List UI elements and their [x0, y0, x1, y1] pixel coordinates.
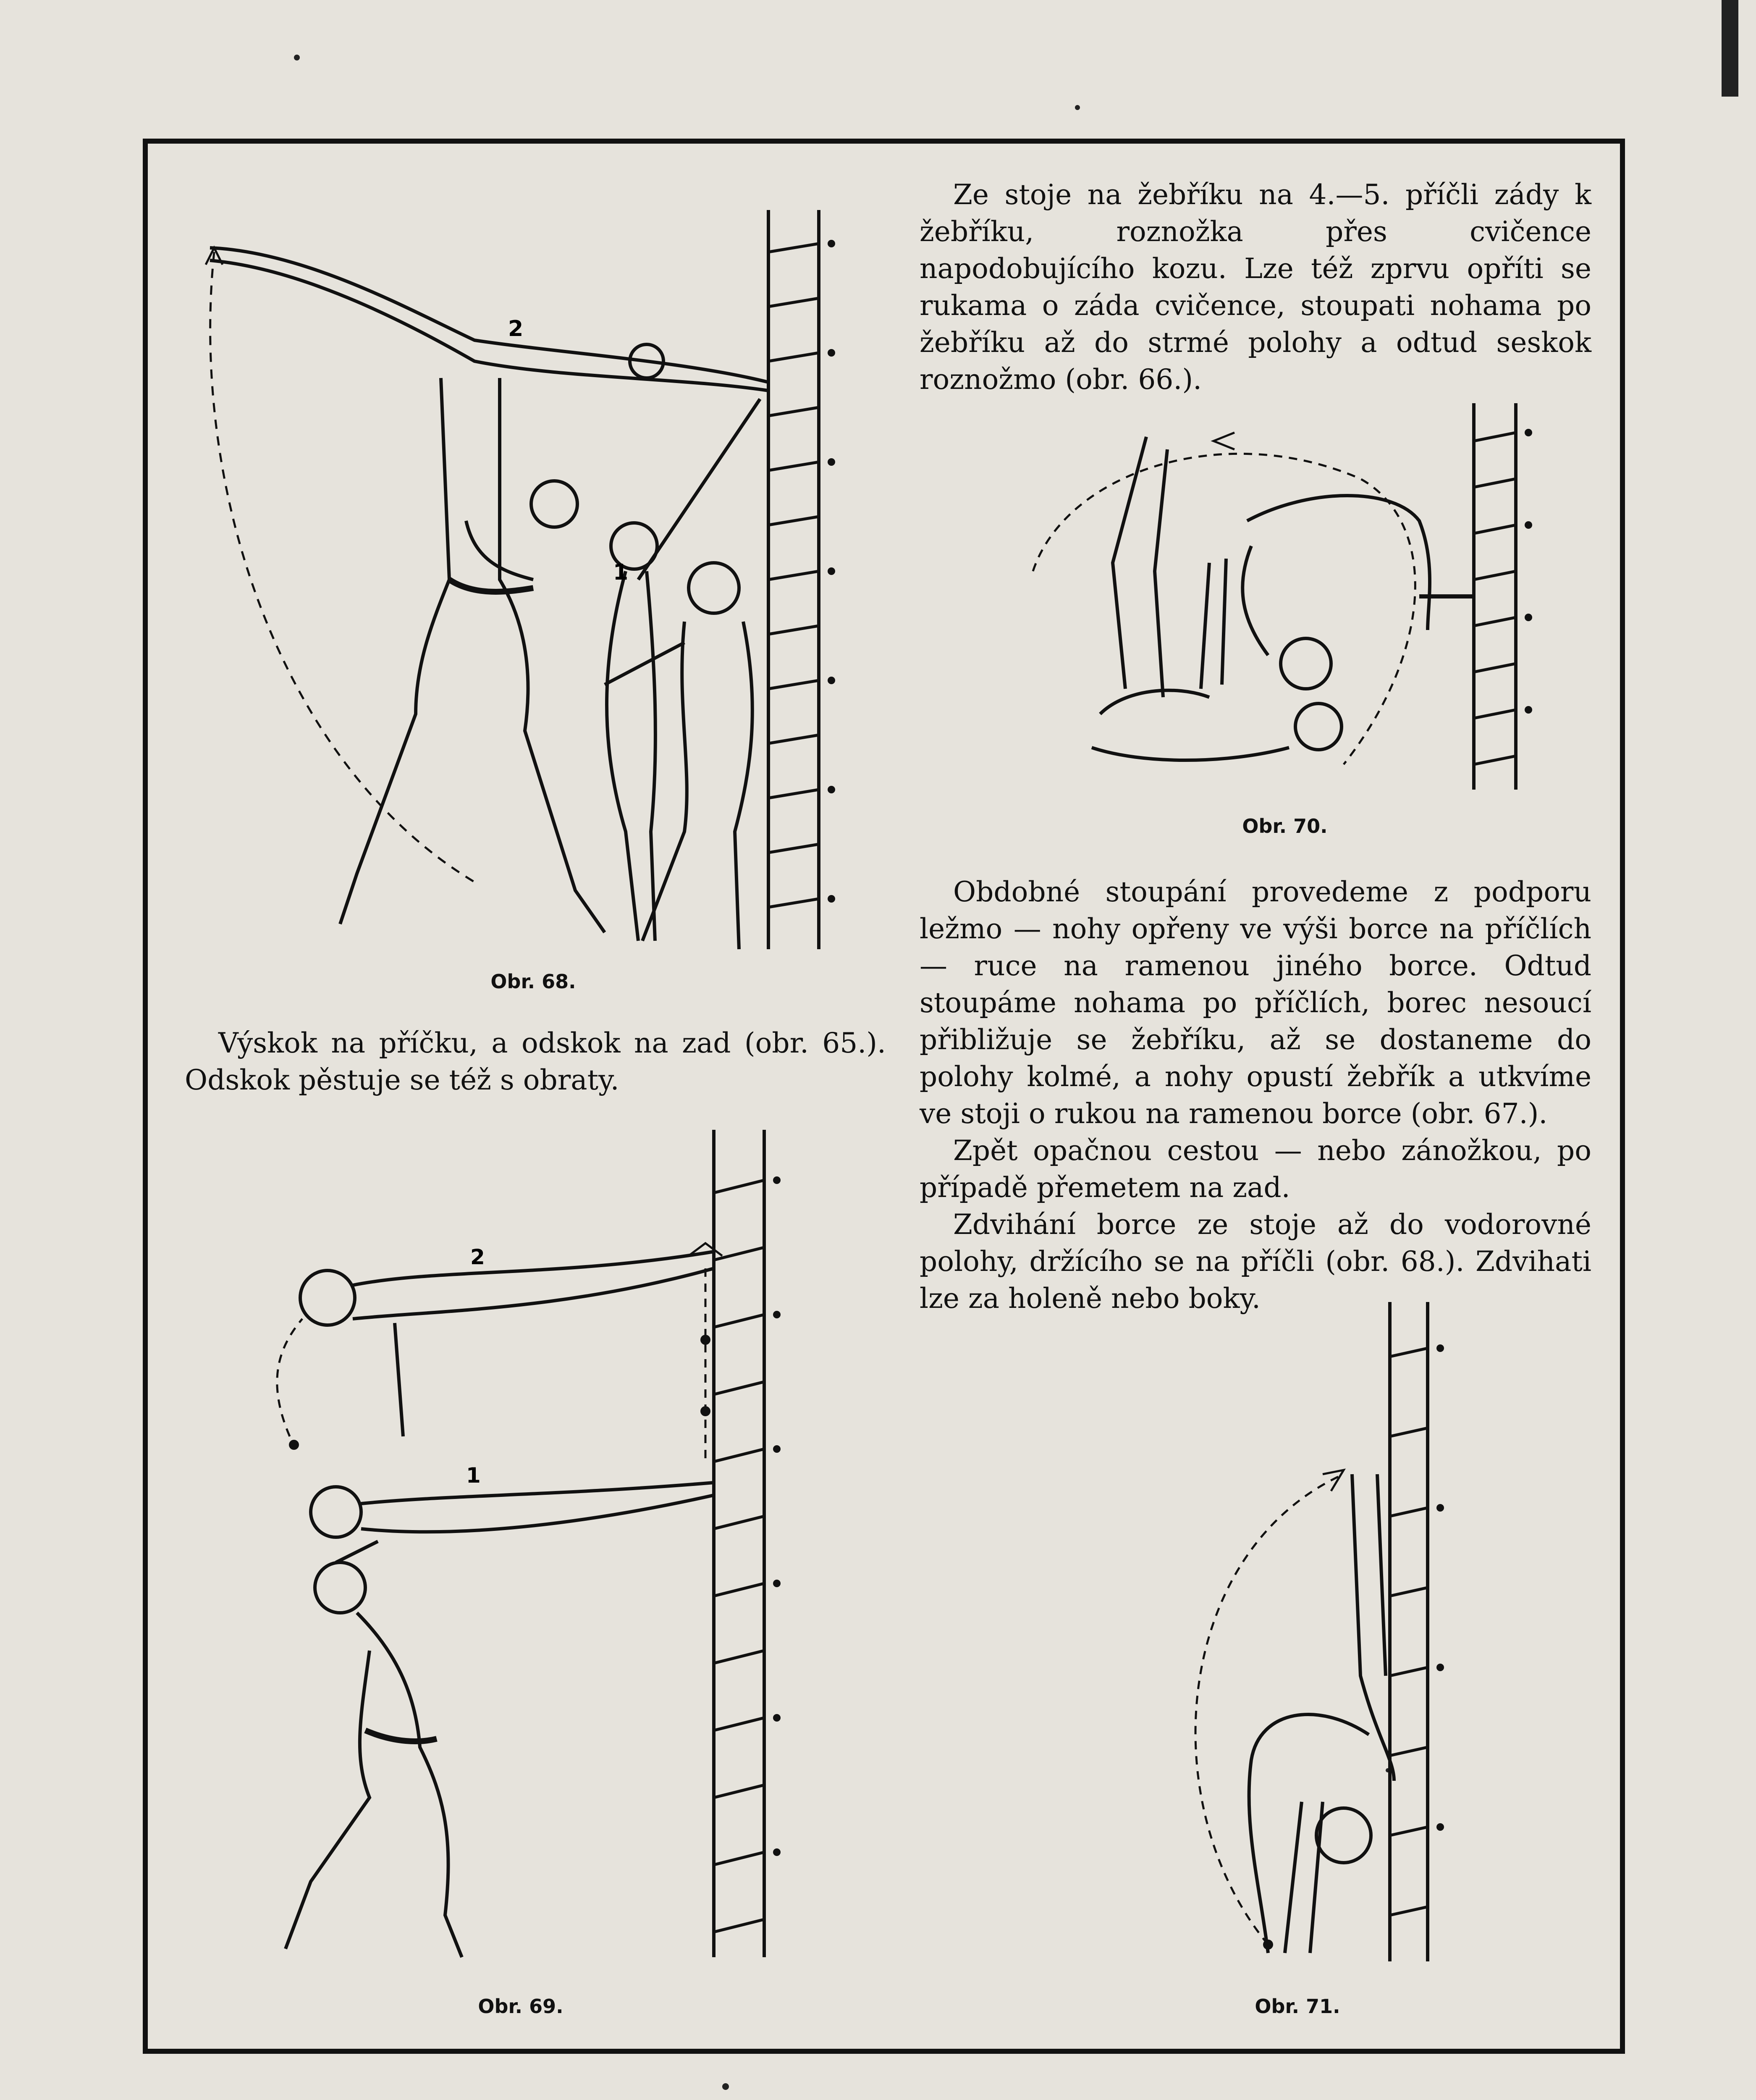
paragraph-left — [185, 1025, 886, 1099]
paragraph-left-text: Výskok na příčku, a odskok na zad (obr. 65.). Odskok pěstuje se též s obraty. — [185, 1027, 886, 1096]
paragraph-top-text: Ze stoje na žebříku na 4.—5. příčli zády k žebříku, roznožka přes cvičence napodobujícího kozu. Lze též zprvu opříti se rukama o záda cvičence, stoupati nohama po žebříku až do strmé polohy a odtud seskok roznožmo (obr. 66.). — [920, 178, 1591, 396]
figure-70 — [1016, 395, 1554, 806]
figure-69-label-1: 1 — [466, 1463, 481, 1488]
figure-69-label-2: 2 — [470, 1245, 485, 1269]
figure-68-label-2: 2 — [508, 316, 524, 341]
figure-70-illustration — [1016, 395, 1554, 806]
paragraph-mid-3: Zdvihání borce ze stoje až do vodorovné polohy, držícího se na příčli (obr. 68.). Zdvihati lze za holeně nebo boky. — [920, 1208, 1591, 1315]
figure-69-illustration — [269, 1126, 848, 1991]
scan-speck — [722, 2083, 729, 2090]
figure-68 — [181, 202, 861, 958]
figure-69-caption: Obr. 69. — [478, 1995, 563, 2018]
figure-71-caption: Obr. 71. — [1255, 1995, 1340, 2018]
figure-69 — [269, 1126, 848, 1991]
scan-speck — [1075, 105, 1080, 110]
figure-71-illustration — [1142, 1298, 1461, 1978]
figure-71 — [1142, 1298, 1461, 1978]
figure-68-caption: Obr. 68. — [490, 970, 576, 993]
figure-68-label-1: 1 — [613, 560, 629, 585]
paragraph-mid-1: Obdobné stoupání provedeme z podporu ležmo — nohy opřeny ve výši borce na příčlích — ruce na ramenou jiného borce. Odtud stoupáme nohama po příčlích, borec nesoucí přibližuje se žebříku, až se dostaneme do polohy kolmé, a nohy opustí žebřík a utkvíme ve stoji o rukou na ramenou borce (obr. 67.). — [920, 876, 1591, 1130]
paragraph-mid-2: Zpět opačnou cestou — nebo zánožkou, po případě přemetem na zad. — [920, 1134, 1591, 1204]
scan-speck — [294, 55, 300, 60]
paragraph-top — [920, 176, 1591, 398]
figure-68-illustration — [181, 202, 861, 958]
scan-edge-mark — [1722, 0, 1738, 97]
paragraph-mid — [920, 874, 1591, 1317]
figure-70-caption: Obr. 70. — [1242, 815, 1328, 837]
